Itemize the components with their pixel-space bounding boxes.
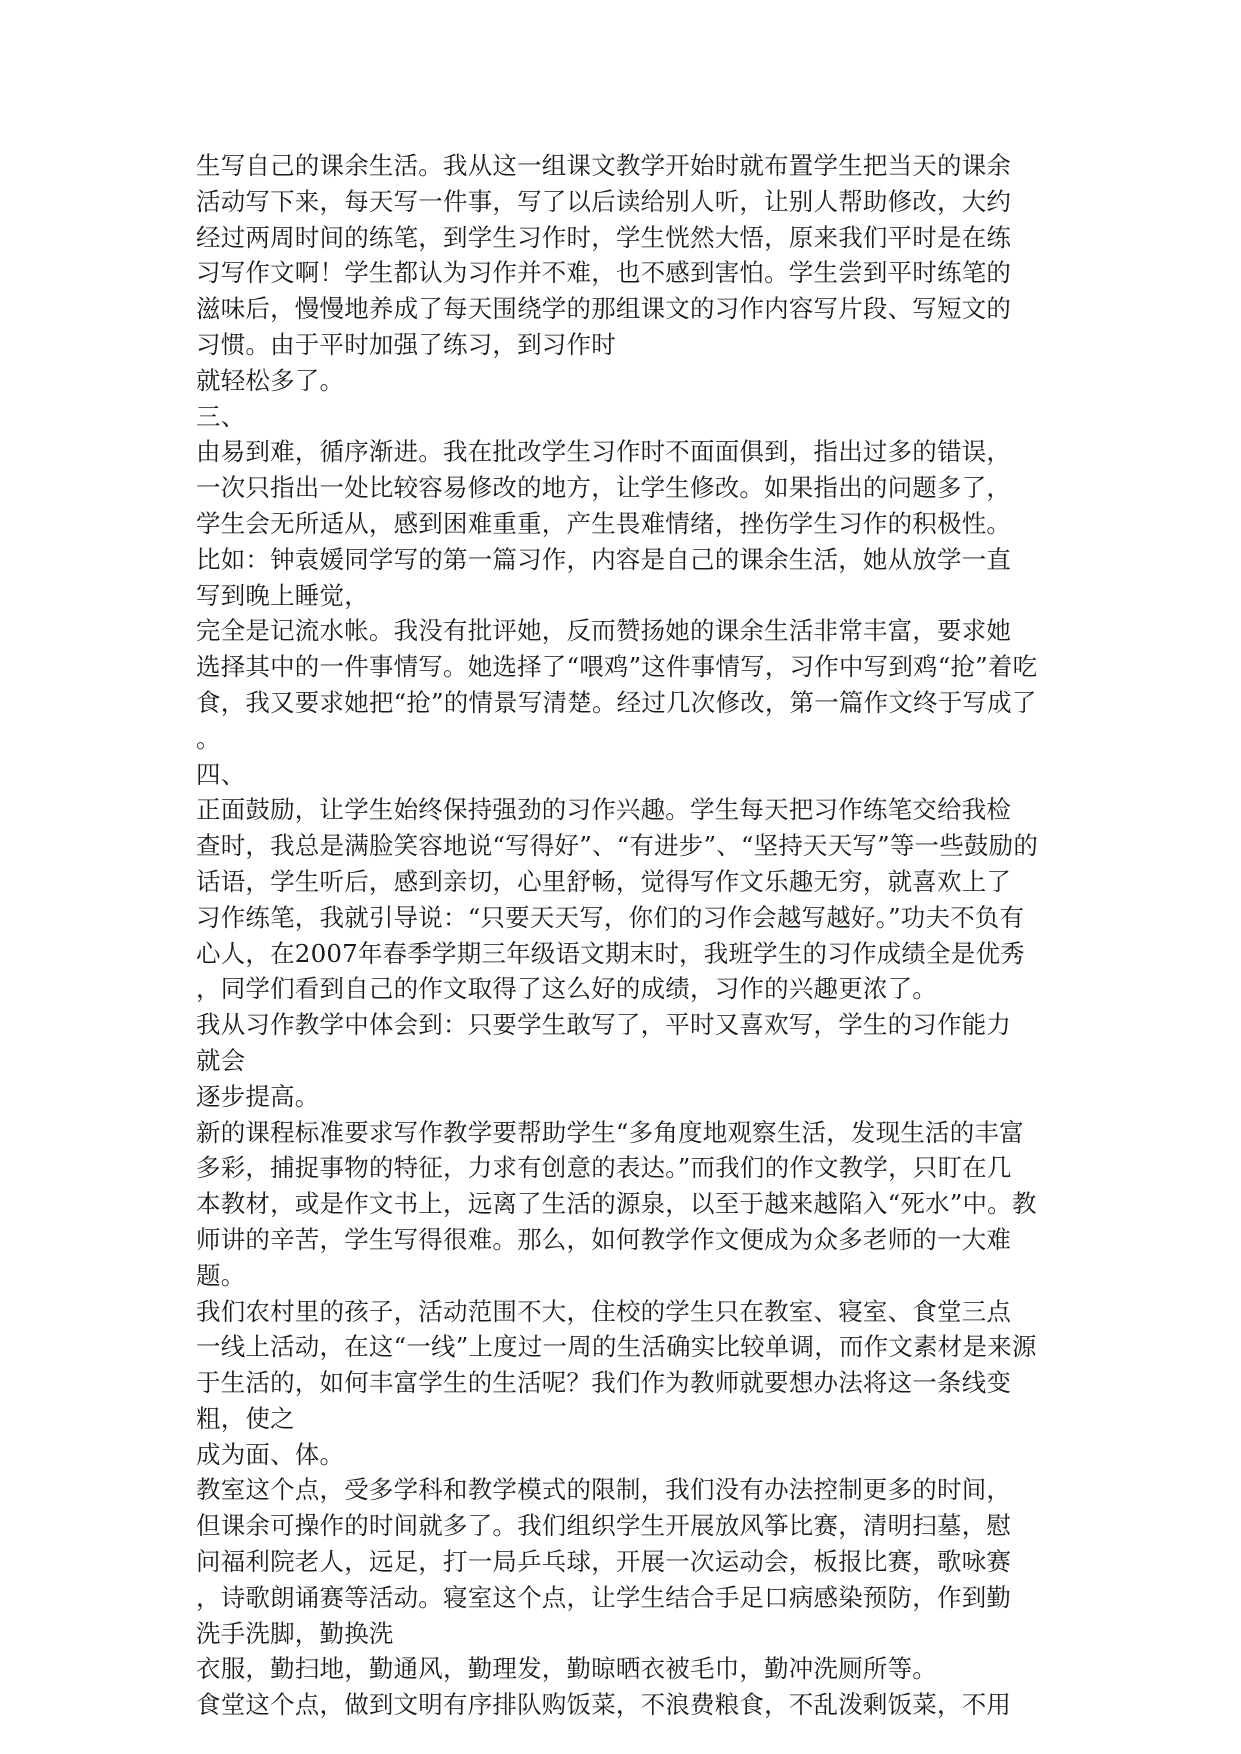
text-line: 查时，我总是满脸笑容地说“写得好”、“有进步”、“坚持天天写”等一些鼓励的 xyxy=(196,831,1039,861)
text-line: 逐步提高。 xyxy=(196,1081,320,1111)
text-line: 题。 xyxy=(196,1260,246,1290)
text-line: 比如：钟袁媛同学写的第一篇习作，内容是自己的课余生活，她从放学一直 xyxy=(196,544,1012,574)
text-line: 习惯。由于平时加强了练习，到习作时 xyxy=(196,329,616,359)
text-line: 生写自己的课余生活。我从这一组课文教学开始时就布置学生把当天的课余 xyxy=(196,151,1012,180)
section-number: 三、 xyxy=(196,401,246,431)
text-line: 活动写下来，每天写一件事，写了以后读给别人听，让别人帮助修改，大约 xyxy=(196,186,1012,216)
text-line: 教室这个点，受多学科和教学模式的限制，我们没有办法控制更多的时间， xyxy=(196,1475,1012,1505)
text-line: ，同学们看到自己的作文取得了这么好的成绩，习作的兴趣更浓了。 xyxy=(196,974,937,1004)
text-line: 我从习作教学中体会到：只要学生敢写了，平时又喜欢写，学生的习作能力 xyxy=(196,1010,1012,1040)
text-line: 多彩，捕捉事物的特征，力求有创意的表达。”而我们的作文教学，只盯在几 xyxy=(196,1153,1012,1183)
text-line: 一线上活动，在这“一线”上度过一周的生活确实比较单调，而作文素材是来源 xyxy=(196,1332,1037,1362)
text-line: 但课余可操作的时间就多了。我们组织学生开展放风筝比赛，清明扫墓，慰 xyxy=(196,1511,1012,1541)
section-number: 四、 xyxy=(196,759,246,789)
text-line: ，诗歌朗诵赛等活动。寝室这个点，让学生结合手足口病感染预防，作到勤 xyxy=(196,1582,1012,1612)
text-line: 话语，学生听后，感到亲切，心里舒畅，觉得写作文乐趣无穷，就喜欢上了 xyxy=(196,866,1012,896)
text-line: 本教材，或是作文书上，远离了生活的源泉，以至于越来越陷入“死水”中。教 xyxy=(196,1189,1037,1219)
text-line: 写到晚上睡觉， xyxy=(196,580,369,610)
text-line: 食堂这个点，做到文明有序排队购饭菜，不浪费粮食，不乱泼剩饭菜，不用 xyxy=(196,1690,1012,1720)
text-line: 滋味后，慢慢地养成了每天围绕学的那组课文的习作内容写片段、写短文的 xyxy=(196,294,1012,324)
text-line: 习作练笔，我就引导说：“只要天天写，你们的习作会越写越好。”功夫不负有 xyxy=(196,902,1025,932)
text-line: 我们农村里的孩子，活动范围不大，住校的学生只在教室、寝室、食堂三点 xyxy=(196,1296,1012,1326)
text-line: 正面鼓励，让学生始终保持强劲的习作兴趣。学生每天把习作练笔交给我检 xyxy=(196,795,1012,825)
text-line: 新的课程标准要求写作教学要帮助学生“多角度地观察生活，发现生活的丰富 xyxy=(196,1117,1024,1147)
text-line: 就轻松多了。 xyxy=(196,365,345,395)
text-line: 师讲的辛苦，学生写得很难。那么，如何教学作文便成为众多老师的一大难 xyxy=(196,1224,1012,1254)
text-line: 心人，在2007年春季学期三年级语文期末时，我班学生的习作成绩全是优秀 xyxy=(196,938,1025,968)
text-line: 一次只指出一处比较容易修改的地方，让学生修改。如果指出的问题多了， xyxy=(196,473,1012,503)
text-line: 完全是记流水帐。我没有批评她，反而赞扬她的课余生活非常丰富，要求她 xyxy=(196,616,1012,646)
text-line: 粗，使之 xyxy=(196,1403,295,1433)
text-line: 学生会无所适从，感到困难重重，产生畏难情绪，挫伤学生习作的积极性。 xyxy=(196,508,1012,538)
text-line: 洗手洗脚，勤换洗 xyxy=(196,1618,394,1648)
document-page xyxy=(196,148,1056,1723)
text-line: 。 xyxy=(196,723,221,753)
text-line: 成为面、体。 xyxy=(196,1439,345,1469)
text-line: 习写作文啊！学生都认为习作并不难，也不感到害怕。学生尝到平时练笔的 xyxy=(196,258,1012,288)
text-line: 由易到难，循序渐进。我在批改学生习作时不面面俱到，指出过多的错误， xyxy=(196,437,1012,467)
text-line: 于生活的，如何丰富学生的生活呢？我们作为教师就要想办法将这一条线变 xyxy=(196,1368,1012,1398)
text-line: 选择其中的一件事情写。她选择了“喂鸡”这件事情写，习作中写到鸡“抢”着吃 xyxy=(196,652,1038,682)
text-line: 问福利院老人，远足，打一局乒乓球，开展一次运动会，板报比赛，歌咏赛 xyxy=(196,1547,1012,1577)
text-line: 食，我又要求她把“抢”的情景写清楚。经过几次修改，第一篇作文终于写成了 xyxy=(196,687,1037,717)
text-line: 就会 xyxy=(196,1045,246,1075)
text-line: 衣服，勤扫地，勤通风，勤理发，勤晾晒衣被毛巾，勤冲洗厕所等。 xyxy=(196,1654,937,1684)
text-line: 经过两周时间的练笔，到学生习作时，学生恍然大悟，原来我们平时是在练 xyxy=(196,222,1012,252)
